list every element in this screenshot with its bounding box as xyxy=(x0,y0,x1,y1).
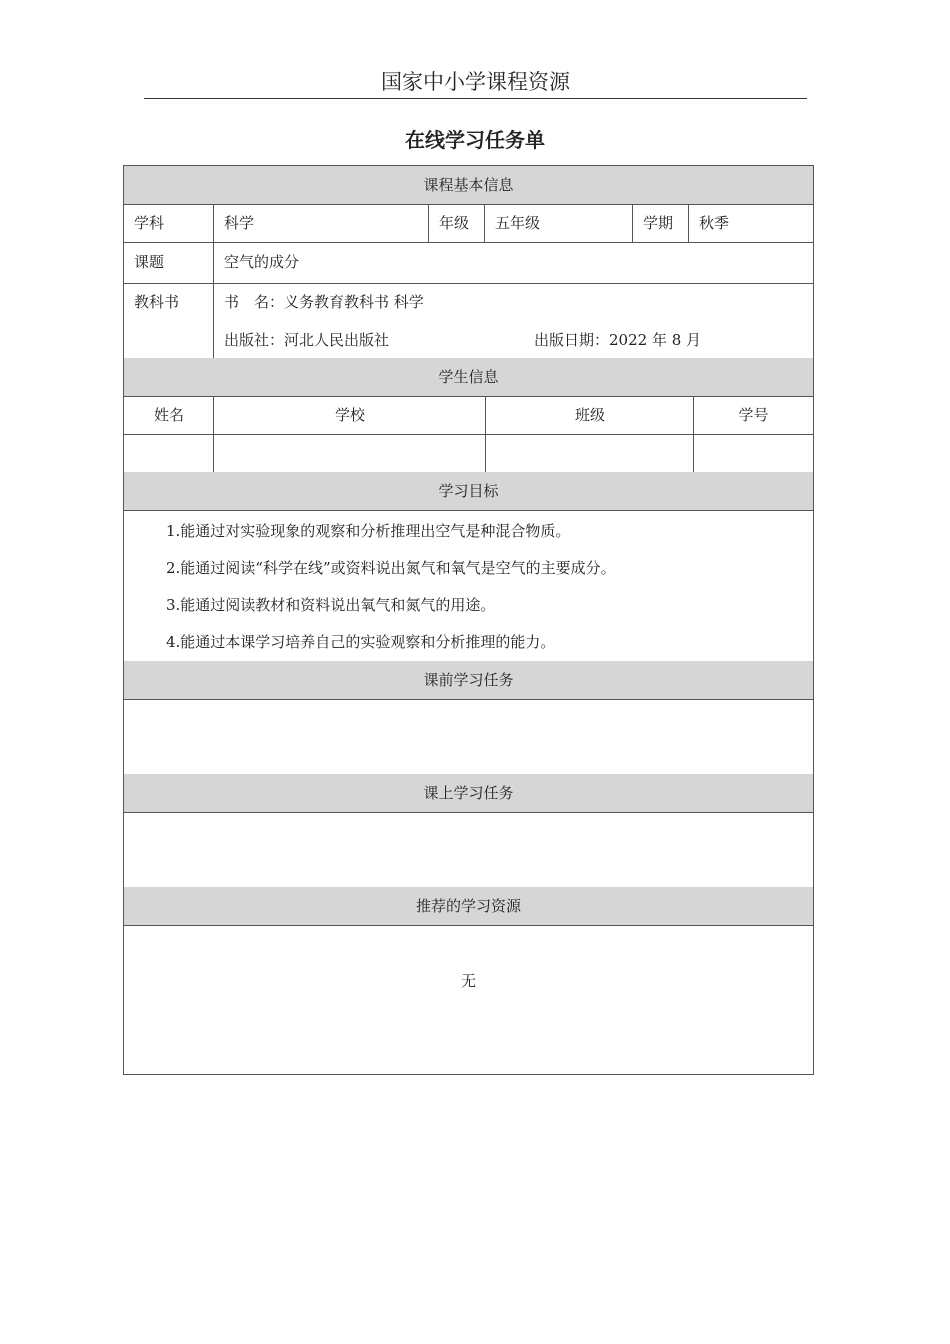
student-col-name: 姓名 xyxy=(153,406,184,424)
col-divider xyxy=(213,204,214,242)
textbook-name: 书 名：义务教育教科书 科学 xyxy=(224,293,424,311)
pre-class-tasks-content[interactable] xyxy=(124,699,813,774)
resources-header: 推荐的学习资源 xyxy=(124,887,813,925)
col-divider xyxy=(485,396,486,472)
student-id-field[interactable] xyxy=(694,434,813,472)
header-divider xyxy=(144,98,807,99)
topic-label: 课题 xyxy=(134,253,165,271)
goal-item: 4.能通过本课学习培养自己的实验观察和分析推理的能力。 xyxy=(166,633,556,651)
col-divider xyxy=(213,242,214,283)
term-label: 学期 xyxy=(643,214,674,232)
goals-header: 学习目标 xyxy=(124,472,813,510)
subject-value: 科学 xyxy=(224,214,255,232)
student-col-class: 班级 xyxy=(574,406,605,424)
col-divider xyxy=(428,204,429,242)
student-col-id: 学号 xyxy=(738,406,769,424)
course-info-header: 课程基本信息 xyxy=(124,166,813,204)
topic-value: 空气的成分 xyxy=(224,253,300,271)
pre-class-tasks-header: 课前学习任务 xyxy=(124,661,813,699)
col-divider xyxy=(688,204,689,242)
col-divider xyxy=(693,396,694,472)
site-header: 国家中小学课程资源 xyxy=(381,70,570,94)
textbook-publisher: 出版社：河北人民出版社 xyxy=(224,331,390,349)
page-title: 在线学习任务单 xyxy=(405,128,545,152)
resources-content: 无 xyxy=(460,972,476,990)
row-divider xyxy=(124,510,813,511)
student-info-header: 学生信息 xyxy=(124,358,813,396)
col-divider xyxy=(632,204,633,242)
goal-item: 2.能通过阅读“科学在线”或资料说出氮气和氧气是空气的主要成分。 xyxy=(166,559,616,577)
student-name-field[interactable] xyxy=(124,434,214,472)
textbook-publish-date: 出版日期：2022 年 8 月 xyxy=(534,331,702,349)
goal-item: 1.能通过对实验现象的观察和分析推理出空气是种混合物质。 xyxy=(166,522,571,540)
grade-value: 五年级 xyxy=(495,214,541,232)
col-divider xyxy=(213,396,214,472)
grade-label: 年级 xyxy=(439,214,470,232)
student-school-field[interactable] xyxy=(214,434,486,472)
textbook-label: 教科书 xyxy=(134,293,180,311)
goal-item: 3.能通过阅读教材和资料说出氧气和氮气的用途。 xyxy=(166,596,496,614)
in-class-tasks-content[interactable] xyxy=(124,812,813,887)
col-divider xyxy=(213,283,214,358)
term-value: 秋季 xyxy=(699,214,730,232)
student-class-field[interactable] xyxy=(486,434,694,472)
task-sheet-table xyxy=(123,165,814,1075)
subject-label: 学科 xyxy=(134,214,165,232)
col-divider xyxy=(484,204,485,242)
in-class-tasks-header: 课上学习任务 xyxy=(124,774,813,812)
student-col-school: 学校 xyxy=(334,406,365,424)
